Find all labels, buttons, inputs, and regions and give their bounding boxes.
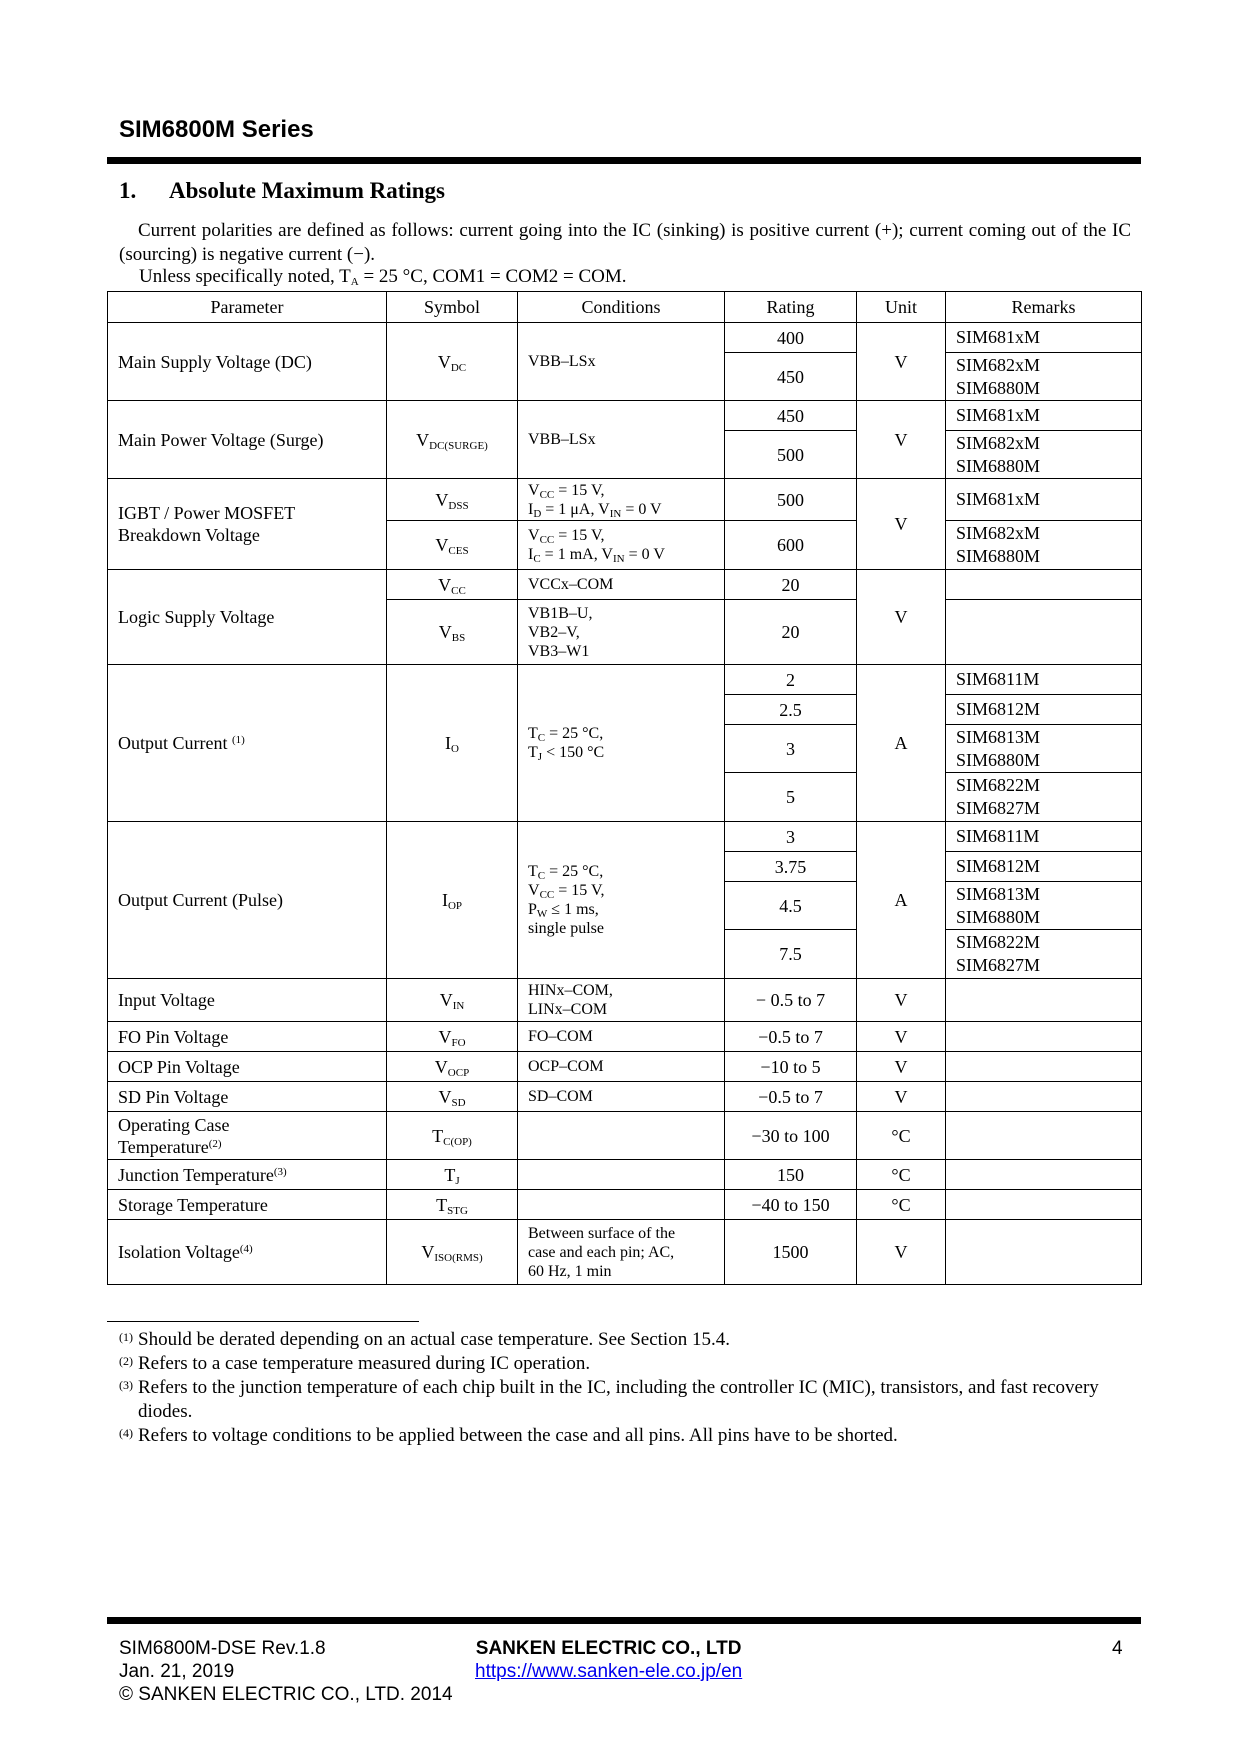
symbol-cell: $I_O$ — [387, 665, 518, 822]
conditions-cell: SD–COM — [518, 1082, 725, 1112]
remarks-cell: SIM682xM SIM6880M — [946, 431, 1142, 479]
table-row — [108, 1022, 1142, 1052]
header-conditions: Conditions — [518, 292, 725, 323]
footnote: (2) Refers to a case temperature measured during IC operation. — [119, 1353, 591, 1374]
rating-cell: 150 — [725, 1160, 857, 1190]
param-cell: FO Pin Voltage — [108, 1022, 387, 1052]
header-rating: Rating — [725, 292, 857, 323]
symbol-cell: $V_{DC}$ — [387, 323, 518, 401]
rating-cell: 450 — [725, 353, 857, 401]
unit-cell: V — [857, 1220, 946, 1285]
unit-cell: V — [857, 323, 946, 401]
doc-date: Jan. 21, 2019 — [119, 1661, 235, 1682]
param-cell: OCP Pin Voltage — [108, 1052, 387, 1082]
param-cell: Output Current $^{(1)}$ — [108, 665, 387, 822]
footer-rule — [107, 1617, 1141, 1624]
remarks-cell — [946, 1190, 1142, 1220]
remarks-cell: SIM6812M — [946, 852, 1142, 882]
unit-cell: V — [857, 570, 946, 665]
param-cell: IGBT / Power MOSFET Breakdown Voltage — [108, 479, 387, 570]
company-url-link[interactable]: https://www.sanken-ele.co.jp/en — [475, 1661, 743, 1682]
header-rule — [107, 157, 1141, 164]
unit-cell: V — [857, 401, 946, 479]
symbol-cell: $V_{SD}$ — [387, 1082, 518, 1112]
table-row — [108, 570, 1142, 600]
remarks-cell: SIM6822M SIM6827M — [946, 773, 1142, 822]
conditions-cell: FO–COM — [518, 1022, 725, 1052]
conditions-cell — [518, 1112, 725, 1160]
param-cell: Main Power Voltage (Surge) — [108, 401, 387, 479]
remarks-cell — [946, 1160, 1142, 1190]
section-title: Absolute Maximum Ratings — [169, 178, 446, 203]
intro-conditions-text: Unless specifically noted, $T_A = 25$ °C, COM1 = COM2 = COM. — [139, 266, 627, 288]
header-parameter: Parameter — [108, 292, 387, 323]
symbol-cell: $T_{STG}$ — [387, 1190, 518, 1220]
symbol-cell: $T_J$ — [387, 1160, 518, 1190]
conditions-cell: OCP–COM — [518, 1052, 725, 1082]
rating-cell: 400 — [725, 323, 857, 353]
conditions-cell: $V_{CC} = 15$ V, $I_D = 1$ μA, $V_{IN} = 0$ V — [518, 479, 725, 521]
table-row — [108, 1220, 1142, 1285]
remarks-cell: SIM681xM — [946, 323, 1142, 353]
remarks-cell: SIM6812M — [946, 695, 1142, 725]
intro-polarity-text: Current polarities are defined as follows: current going into the IC (sinking) is positive current (+); current coming out of the IC (sourcing) is negative current (−). — [119, 220, 1131, 265]
remarks-cell: SIM681xM — [946, 479, 1142, 521]
rating-cell: 2 — [725, 665, 857, 695]
param-cell: SD Pin Voltage — [108, 1082, 387, 1112]
rating-cell: −30 to 100 — [725, 1112, 857, 1160]
footer-center — [475, 1637, 742, 1683]
remarks-cell: SIM6811M — [946, 822, 1142, 852]
table-row — [108, 401, 1142, 431]
symbol-cell: $T_{C(OP)}$ — [387, 1112, 518, 1160]
rating-cell: 450 — [725, 401, 857, 431]
conditions-cell: VBB–LSx — [518, 401, 725, 479]
remarks-cell: SIM682xM SIM6880M — [946, 521, 1142, 570]
symbol-cell: $V_{DSS}$ — [387, 479, 518, 521]
rating-cell: −0.5 to 7 — [725, 1022, 857, 1052]
series-title: SIM6800M Series — [119, 116, 314, 143]
section-heading — [119, 178, 445, 204]
remarks-cell: SIM682xM SIM6880M — [946, 353, 1142, 401]
rating-cell: 3.75 — [725, 852, 857, 882]
symbol-cell: $V_{CC}$ — [387, 570, 518, 600]
conditions-cell — [518, 1190, 725, 1220]
doc-id: SIM6800M-DSE Rev.1.8 — [119, 1638, 326, 1659]
header-remarks: Remarks — [946, 292, 1142, 323]
footnote-rule — [107, 1321, 419, 1322]
unit-cell: °C — [857, 1160, 946, 1190]
table-row — [108, 1112, 1142, 1160]
rating-cell: 500 — [725, 479, 857, 521]
rating-cell: 2.5 — [725, 695, 857, 725]
rating-cell: − 0.5 to 7 — [725, 979, 857, 1022]
rating-cell: 3 — [725, 725, 857, 773]
rating-cell: 7.5 — [725, 930, 857, 979]
page-number: 4 — [1112, 1638, 1123, 1659]
footer-left — [119, 1637, 453, 1706]
conditions-cell — [518, 1160, 725, 1190]
footnote: (3) Refers to the junction temperature of each chip built in the IC, including the controller IC (MIC), transistors, and fast recovery diodes. — [119, 1377, 1099, 1422]
remarks-cell: SIM6822M SIM6827M — [946, 930, 1142, 979]
param-cell: Output Current (Pulse) — [108, 822, 387, 979]
remarks-cell: SIM681xM — [946, 401, 1142, 431]
param-cell: Logic Supply Voltage — [108, 570, 387, 665]
unit-cell: A — [857, 822, 946, 979]
remarks-cell: SIM6813M SIM6880M — [946, 882, 1142, 930]
conditions-cell: Between surface of the case and each pin; AC, 60 Hz, 1 min — [518, 1220, 725, 1285]
param-cell: Junction Temperature$^{(3)}$ — [108, 1160, 387, 1190]
remarks-cell — [946, 979, 1142, 1022]
rating-cell: 20 — [725, 570, 857, 600]
conditions-cell: VCCx–COM — [518, 570, 725, 600]
symbol-cell: $I_{OP}$ — [387, 822, 518, 979]
rating-cell: 5 — [725, 773, 857, 822]
remarks-cell: SIM6813M SIM6880M — [946, 725, 1142, 773]
rating-cell: 3 — [725, 822, 857, 852]
param-cell: Main Supply Voltage (DC) — [108, 323, 387, 401]
footnote: (1) Should be derated depending on an actual case temperature. See Section 15.4. — [119, 1329, 730, 1350]
unit-cell: °C — [857, 1190, 946, 1220]
remarks-cell — [946, 1082, 1142, 1112]
unit-cell: V — [857, 1052, 946, 1082]
conditions-cell: HINx–COM, LINx–COM — [518, 979, 725, 1022]
table-header-row — [108, 292, 1142, 323]
absolute-maximum-ratings-table — [107, 291, 1142, 1285]
remarks-cell — [946, 1022, 1142, 1052]
remarks-cell — [946, 570, 1142, 600]
remarks-cell — [946, 1052, 1142, 1082]
symbol-cell: $V_{FO}$ — [387, 1022, 518, 1052]
param-cell: Input Voltage — [108, 979, 387, 1022]
unit-cell: V — [857, 1082, 946, 1112]
remarks-cell: SIM6811M — [946, 665, 1142, 695]
section-number: 1. — [119, 178, 137, 203]
remarks-cell — [946, 600, 1142, 665]
unit-cell: A — [857, 665, 946, 822]
conditions-cell: $T_C = 25$ °C, $V_{CC} = 15$ V, $P_W \le 1$ ms, single pulse — [518, 822, 725, 979]
unit-cell: V — [857, 479, 946, 570]
conditions-cell: VBB–LSx — [518, 323, 725, 401]
rating-cell: −0.5 to 7 — [725, 1082, 857, 1112]
symbol-cell: $V_{CES}$ — [387, 521, 518, 570]
copyright: © SANKEN ELECTRIC CO., LTD. 2014 — [119, 1684, 453, 1705]
remarks-cell — [946, 1112, 1142, 1160]
symbol-cell: $V_{OCP}$ — [387, 1052, 518, 1082]
table-row — [108, 1052, 1142, 1082]
table-row — [108, 323, 1142, 353]
symbol-cell: $V_{ISO(RMS)}$ — [387, 1220, 518, 1285]
rating-cell: 600 — [725, 521, 857, 570]
rating-cell: −40 to 150 — [725, 1190, 857, 1220]
rating-cell: 1500 — [725, 1220, 857, 1285]
symbol-cell: $V_{IN}$ — [387, 979, 518, 1022]
conditions-cell: VB1B–U, VB2–V, VB3–W1 — [518, 600, 725, 665]
param-cell: Storage Temperature — [108, 1190, 387, 1220]
rating-cell: 20 — [725, 600, 857, 665]
unit-cell: V — [857, 979, 946, 1022]
param-cell: Operating Case Temperature$^{(2)}$ — [108, 1112, 387, 1160]
conditions-cell: $T_C = 25$ °C, $T_J < 150$ °C — [518, 665, 725, 822]
table-row — [108, 1082, 1142, 1112]
company-name: SANKEN ELECTRIC CO., LTD — [475, 1638, 742, 1659]
param-cell: Isolation Voltage$^{(4)}$ — [108, 1220, 387, 1285]
rating-cell: 500 — [725, 431, 857, 479]
table-row — [108, 1160, 1142, 1190]
conditions-cell: $V_{CC} = 15$ V, $I_C = 1$ mA, $V_{IN} = 0$ V — [518, 521, 725, 570]
table-row — [108, 822, 1142, 852]
unit-cell: °C — [857, 1112, 946, 1160]
symbol-cell: $V_{BS}$ — [387, 600, 518, 665]
unit-cell: V — [857, 1022, 946, 1052]
remarks-cell — [946, 1220, 1142, 1285]
header-symbol: Symbol — [387, 292, 518, 323]
table-row — [108, 1190, 1142, 1220]
table-row — [108, 479, 1142, 521]
rating-cell: −10 to 5 — [725, 1052, 857, 1082]
footnote: (4) Refers to voltage conditions to be applied between the case and all pins. All pins have to be shorted. — [119, 1425, 898, 1446]
rating-cell: 4.5 — [725, 882, 857, 930]
table-row — [108, 665, 1142, 695]
table-row — [108, 979, 1142, 1022]
header-unit: Unit — [857, 292, 946, 323]
symbol-cell: $V_{DC(SURGE)}$ — [387, 401, 518, 479]
